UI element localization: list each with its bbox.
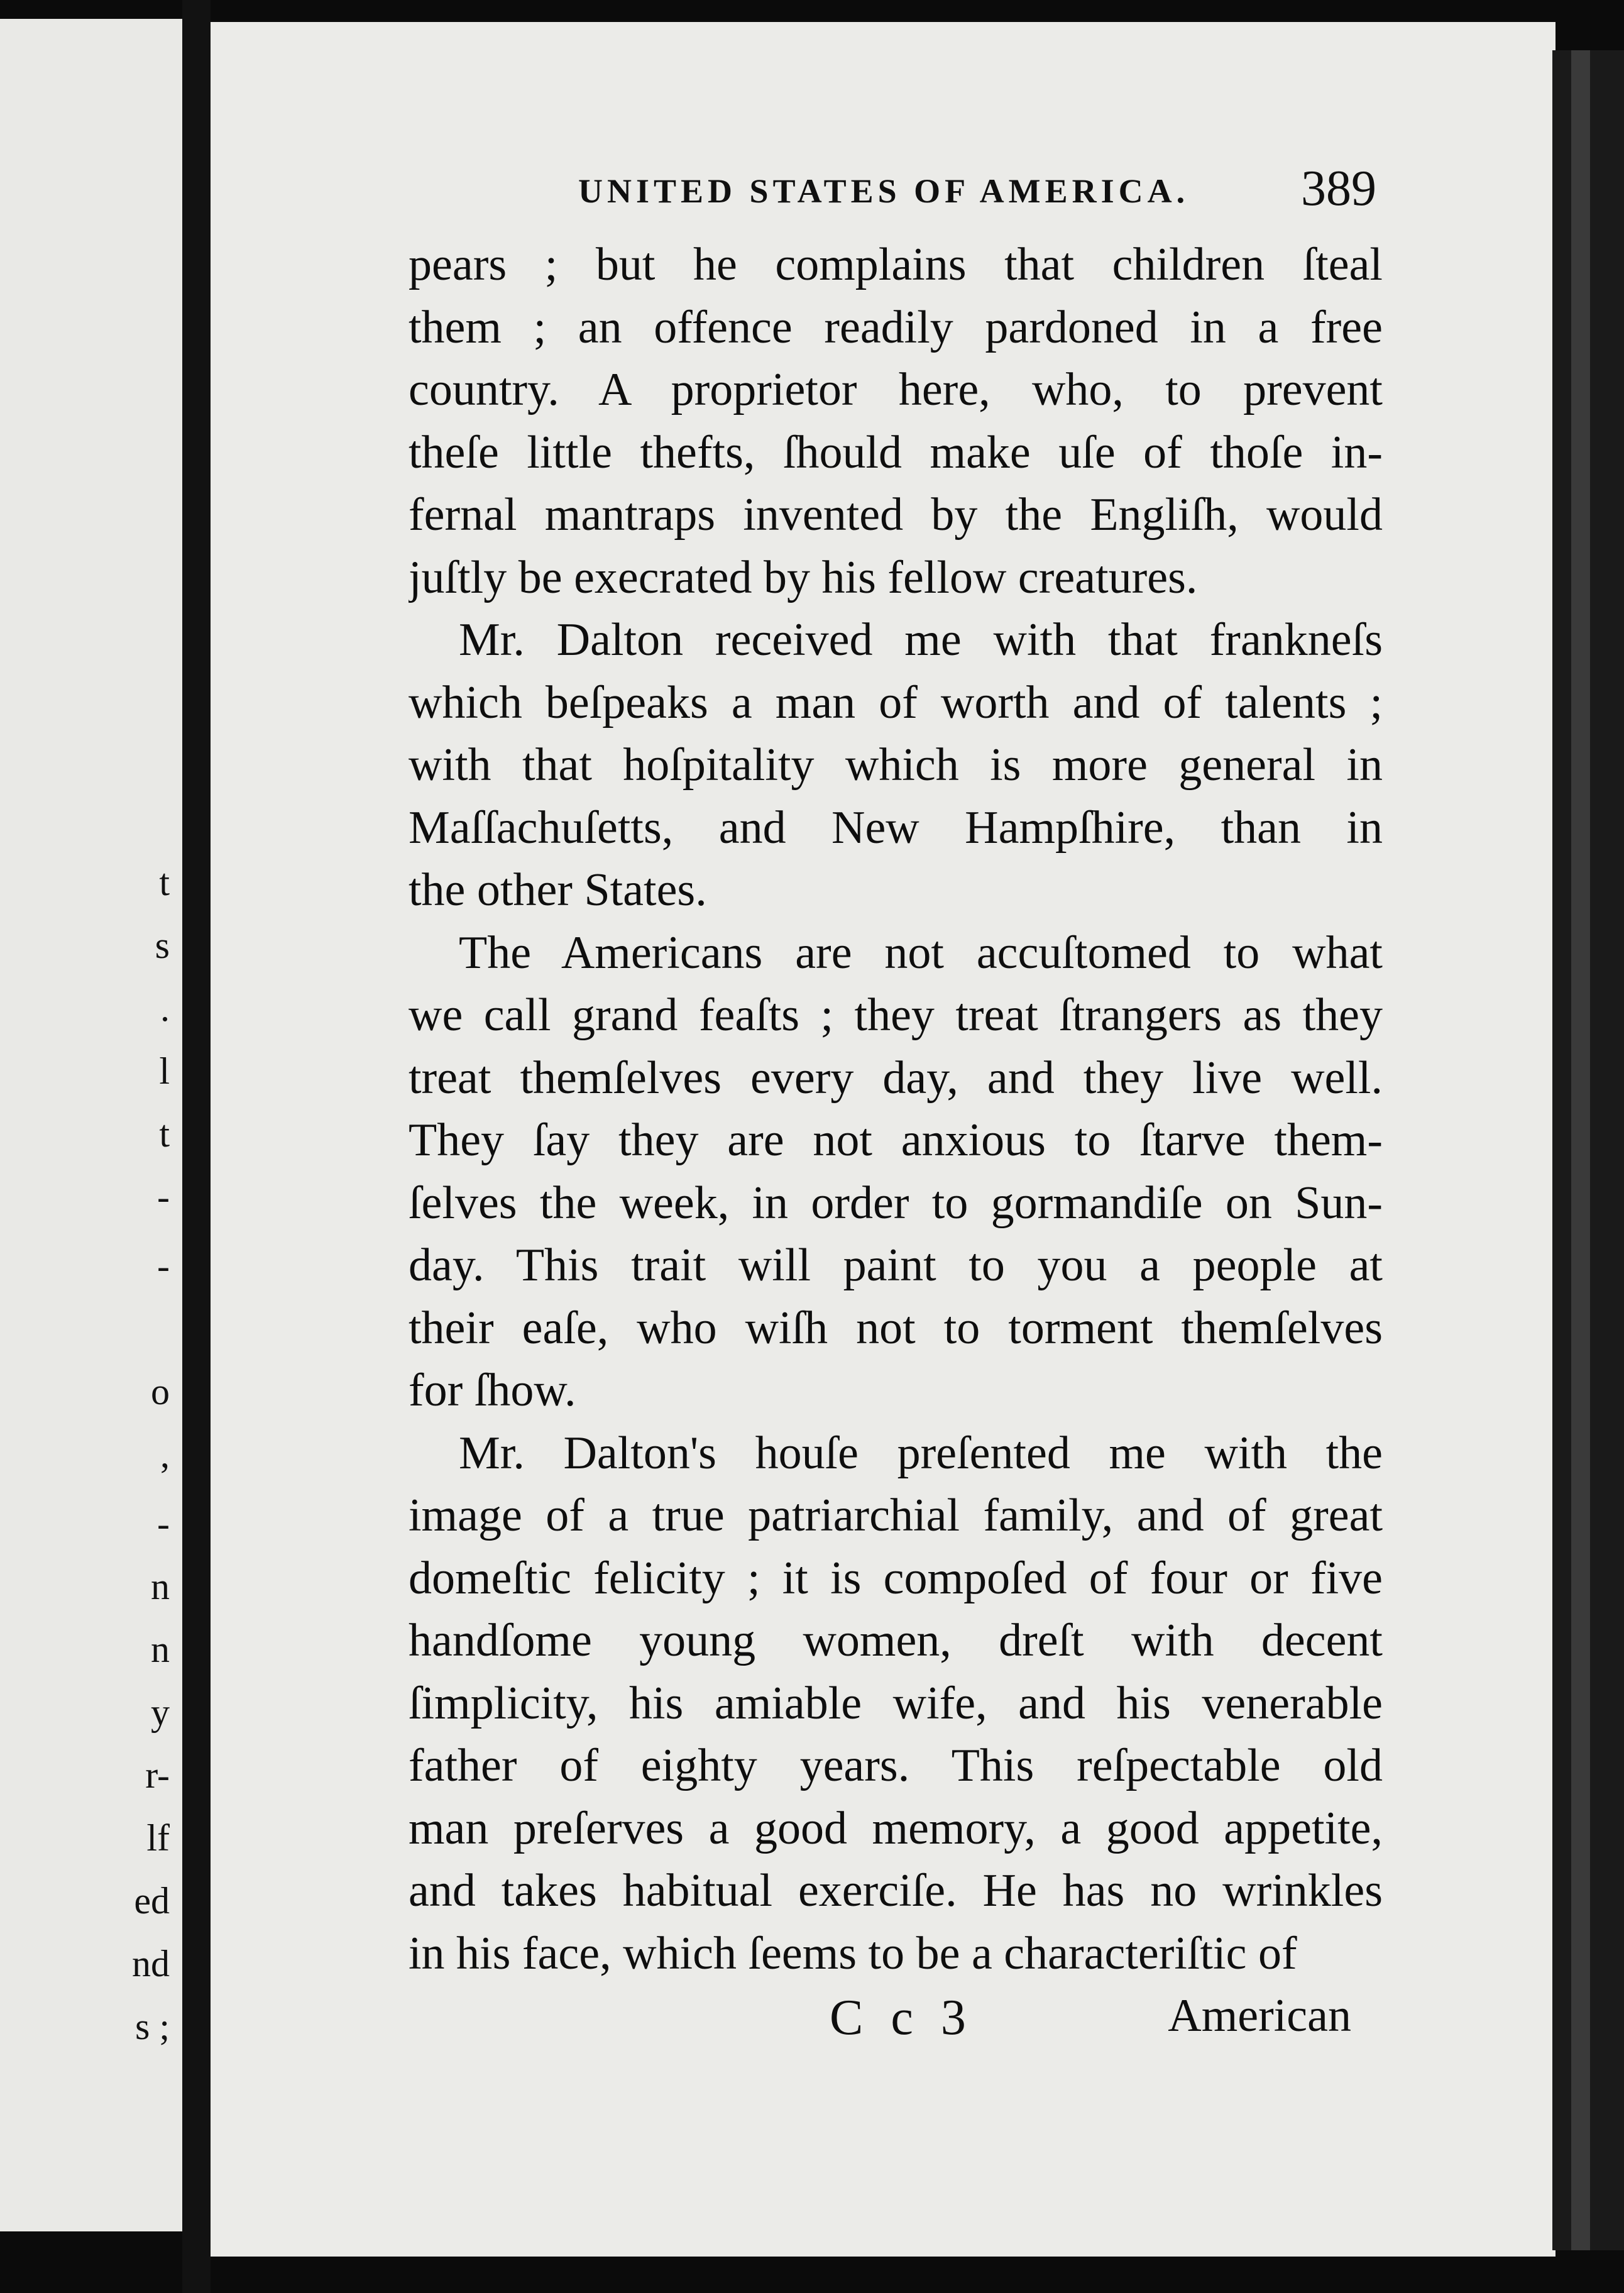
left-page-fragment: l <box>159 1050 170 1092</box>
text-line: ſimplicity, his amiable wife, and his venerable <box>409 1677 1383 1729</box>
left-page-edge <box>0 19 182 2231</box>
left-page-fragment: o <box>151 1371 170 1412</box>
left-page-fragment: - <box>157 1176 170 1218</box>
paragraph <box>409 922 1383 1422</box>
left-page-text-fragments <box>0 19 182 2231</box>
text-line: Mr. Dalton received me with that frankneſs <box>459 614 1383 666</box>
left-page-fragment: - <box>157 1245 170 1287</box>
paragraph <box>409 1422 1383 1986</box>
text-line: father of eighty years. This reſpectable old <box>409 1740 1383 1791</box>
left-page-fragment: n <box>151 1566 170 1607</box>
book-gutter <box>182 0 211 2293</box>
text-line: domeſtic felicity ; it is compoſed of four or five <box>409 1552 1383 1604</box>
text-line: Maſſachuſetts, and New Hampſhire, than in <box>409 801 1383 854</box>
text-line: their eaſe, who wiſh not to torment themſelves <box>409 1302 1383 1354</box>
left-page-fragment: t <box>159 862 170 903</box>
page-header <box>578 160 1376 217</box>
text-line: for ſhow. <box>409 1365 576 1416</box>
page-number: 389 <box>1301 161 1376 216</box>
text-line: day. This trait will paint to you a people at <box>409 1240 1383 1291</box>
left-page-fragment: s <box>155 925 170 966</box>
text-line: the other States. <box>409 864 707 916</box>
text-line: fernal mantraps invented by the Engliſh, would <box>409 489 1383 541</box>
text-line: The Americans are not accuſtomed to what <box>459 927 1383 979</box>
paragraph <box>409 609 1383 922</box>
right-page-edge-shadow <box>1571 50 1590 2250</box>
text-line: Mr. Dalton's houſe preſented me with the <box>459 1427 1383 1479</box>
body-text <box>409 234 1383 1985</box>
left-page-fragment: n <box>151 1629 170 1670</box>
text-line: pears ; but he complains that children ſteal <box>409 239 1383 290</box>
text-line: in his face, which ſeems to be a characteriſtic of <box>409 1927 1297 1979</box>
left-page-fragment: lf <box>146 1817 170 1859</box>
left-page-fragment: r- <box>145 1754 170 1796</box>
text-line: man preſerves a good memory, a good appetite, <box>409 1802 1383 1854</box>
left-page-fragment: , <box>160 1434 170 1475</box>
text-line: They ſay they are not anxious to ſtarve them- <box>409 1114 1383 1166</box>
left-page-fragment: t <box>159 1113 170 1155</box>
text-line: theſe little thefts, ſhould make uſe of thoſe in- <box>409 426 1383 478</box>
signature-mark: C c 3 <box>830 1990 974 2045</box>
text-line: which beſpeaks a man of worth and of talents ; <box>409 676 1383 729</box>
page-footer <box>409 1989 1351 2052</box>
left-page-fragment: y <box>151 1691 170 1733</box>
text-line: them ; an offence readily pardoned in a free <box>409 301 1383 353</box>
text-line: country. A proprietor here, who, to prevent <box>409 364 1383 415</box>
running-head: UNITED STATES OF AMERICA. <box>578 172 1190 210</box>
text-line: treat themſelves every day, and they live well. <box>409 1052 1383 1104</box>
text-line: and takes habitual exerciſe. He has no wrinkles <box>409 1865 1383 1916</box>
paragraph <box>409 234 1383 609</box>
catchword: American <box>1168 1990 1351 2042</box>
text-line: handſome young women, dreſt with decent <box>409 1615 1383 1666</box>
left-page-fragment: - <box>157 1503 170 1544</box>
text-line: ſelves the week, in order to gormandiſe on Sun- <box>409 1177 1383 1229</box>
left-page-fragment: . <box>160 987 170 1029</box>
left-page-fragment: s ; <box>134 2006 170 2047</box>
text-line: juſtly be execrated by his fellow creatures. <box>409 551 1198 603</box>
text-line: we call grand feaſts ; they treat ſtrangers as they <box>409 989 1383 1041</box>
text-line: with that hoſpitality which is more general in <box>409 739 1383 791</box>
text-line: image of a true patriarchial family, and of great <box>409 1490 1383 1541</box>
left-page-fragment: nd <box>132 1943 170 1984</box>
left-page-fragment: ed <box>134 1880 170 1922</box>
